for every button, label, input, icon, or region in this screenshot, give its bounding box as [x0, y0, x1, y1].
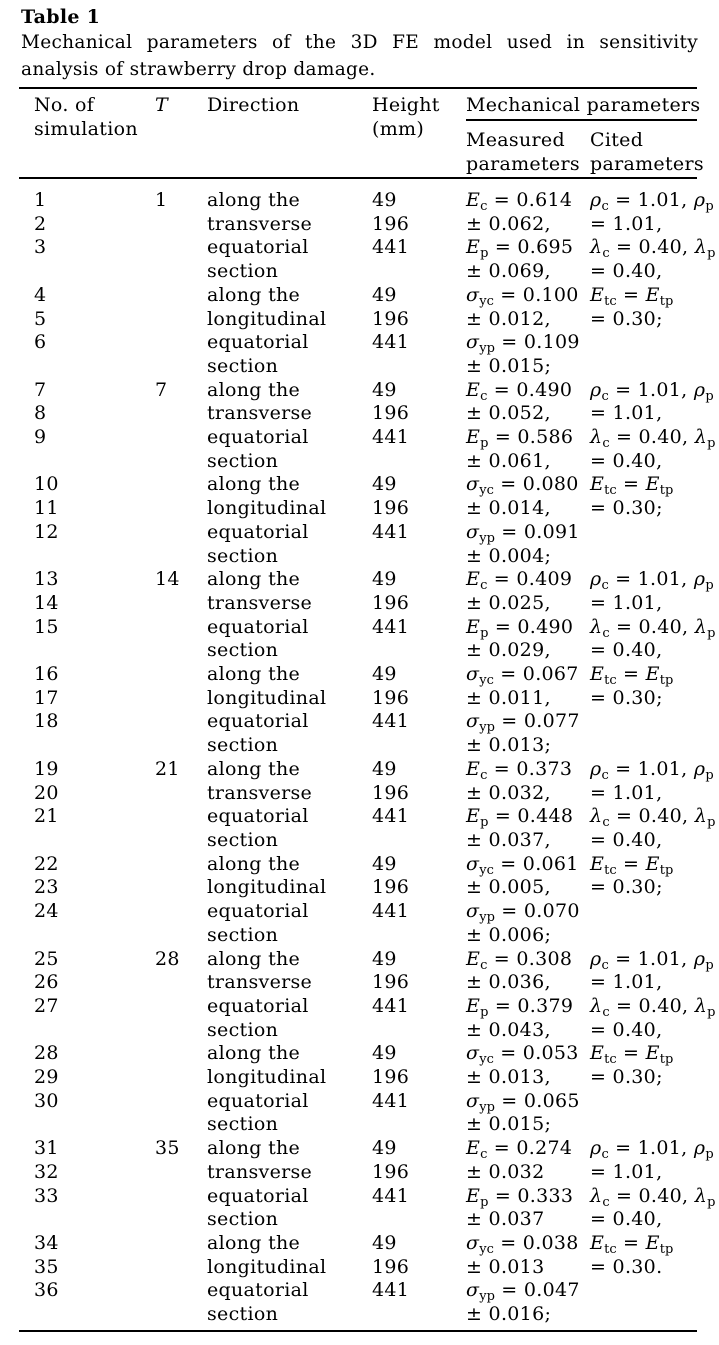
cell-cited-parameters: $\rho_c = 1.01$, $\rho_p$ = 1.01, $\lambda_c = 0.40$, $\lambda_p$ = 0.40, $E_{tc} = E_{tp}$ = 0.30.	[590, 1137, 716, 1278]
cell-cited-parameters: $\rho_c = 1.01$, $\rho_p$ = 1.01, $\lambda_c = 0.40$, $\lambda_p$ = 0.40, $E_{tc} = E_{tp}$ = 0.30;	[590, 947, 716, 1089]
table-block-row-t14	[34, 568, 716, 758]
cell-t-value: 35	[155, 1137, 180, 1160]
cell-height-values: 49 196 441 49 196 441	[372, 568, 410, 733]
header-t: T	[155, 94, 168, 116]
cell-t-value: 7	[155, 378, 168, 401]
cell-simulation-numbers: 25 26 27 28 29 30	[34, 947, 59, 1112]
cell-direction: along the transverse equatorial section along the longitudinal equatorial section	[207, 1137, 327, 1326]
cell-direction: along the transverse equatorial section along the longitudinal equatorial section	[207, 378, 327, 567]
table-body	[19, 179, 716, 1332]
cell-measured-parameters: $E_c = 0.409$ ± 0.025, $E_p = 0.490$ ± 0.029, $\sigma_{yc} = 0.067$ ± 0.011, $\sigma_{yp} = 0.077$ ± 0.013;	[466, 568, 580, 757]
cell-height-values: 49 196 441 49 196 441	[372, 1137, 410, 1302]
table-caption: Mechanical parameters of the 3D FE model used in sensitivity analysis of strawberry drop damage.	[21, 32, 698, 80]
cell-height-values: 49 196 441 49 196 441	[372, 757, 410, 923]
cell-measured-parameters: $E_c = 0.308$ ± 0.036, $E_p = 0.379$ ± 0.043, $\sigma_{yc} = 0.053$ ± 0.013, $\sigma_{yp} = 0.065$ ± 0.015;	[466, 947, 580, 1136]
header-subcolumns	[466, 124, 704, 176]
table-block-row-t21	[34, 757, 716, 948]
cell-cited-parameters: $\rho_c = 1.01$, $\rho_p$ = 1.01, $\lambda_c = 0.40$, $\lambda_p$ = 0.40, $E_{tc} = E_{tp}$ = 0.30;	[590, 568, 716, 709]
cell-direction: along the transverse equatorial section along the longitudinal equatorial section	[207, 189, 327, 377]
cell-direction: along the transverse equatorial section along the longitudinal equatorial section	[207, 757, 327, 946]
cell-direction: along the transverse equatorial section along the longitudinal equatorial section	[207, 568, 327, 757]
table-block-row-t35	[34, 1137, 716, 1327]
cell-measured-parameters: $E_c = 0.274$ ± 0.032 $E_p = 0.333$ ± 0.037 $\sigma_{yc} = 0.038$ ± 0.013 $\sigma_{yp} = 0.047$ ± 0.016;	[466, 1137, 580, 1326]
cell-measured-parameters: $E_c = 0.490$ ± 0.052, $E_p = 0.586$ ± 0.061, $\sigma_{yc} = 0.080$ ± 0.014, $\sigma_{yp} = 0.091$ ± 0.004;	[466, 378, 580, 567]
cell-simulation-numbers: 31 32 33 34 35 36	[34, 1137, 59, 1302]
cell-height-values: 49 196 441 49 196 441	[372, 378, 410, 543]
header-direction: Direction	[207, 94, 300, 116]
cell-cited-parameters: $\rho_c = 1.01$, $\rho_p$ = 1.01, $\lambda_c = 0.40$, $\lambda_p$ = 0.40, $E_{tc} = E_{tp}$ = 0.30;	[590, 378, 716, 520]
cell-cited-parameters: $\rho_c = 1.01$, $\rho_p$ = 1.01, $\lambda_c = 0.40$, $\lambda_p$ = 0.40, $E_{tc} = E_{tp}$ = 0.30;	[590, 757, 716, 899]
table-title: Table 1	[21, 6, 101, 28]
header-no-of-simulation: No. of simulation	[34, 94, 138, 140]
table-block-row-t7	[34, 378, 716, 569]
cell-simulation-numbers: 1 2 3 4 5 6	[34, 189, 47, 354]
cell-cited-parameters: $\rho_c = 1.01$, $\rho_p$ = 1.01, $\lambda_c = 0.40$, $\lambda_p$ = 0.40, $E_{tc} = E_{tp}$ = 0.30;	[590, 189, 716, 330]
cell-simulation-numbers: 19 20 21 22 23 24	[34, 757, 59, 923]
table	[19, 87, 716, 1332]
header-cited-parameters: Cited parameters	[590, 129, 704, 175]
cell-t-value: 21	[155, 757, 180, 780]
header-height-mm: Height (mm)	[372, 94, 440, 140]
table-block-row-t1	[34, 189, 716, 379]
cell-direction: along the transverse equatorial section along the longitudinal equatorial section	[207, 947, 327, 1136]
cell-t-value: 14	[155, 568, 180, 591]
cell-height-values: 49 196 441 49 196 441	[372, 189, 410, 354]
cell-measured-parameters: $E_c = 0.614$ ± 0.062, $E_p = 0.695$ ± 0.069, $\sigma_{yc} = 0.100$ ± 0.012, $\sigma_{yp} = 0.109$ ± 0.015;	[466, 189, 580, 377]
header-mechanical-parameters-group	[466, 93, 704, 176]
table-block-row-t28	[34, 947, 716, 1138]
header-mechanical-parameters: Mechanical parameters	[466, 94, 701, 116]
cell-t-value: 1	[155, 189, 168, 211]
cell-measured-parameters: $E_c = 0.373$ ± 0.032, $E_p = 0.448$ ± 0.037, $\sigma_{yc} = 0.061$ ± 0.005, $\sigma_{yp} = 0.070$ ± 0.006;	[466, 757, 580, 946]
table-header-row	[19, 87, 704, 179]
header-measured-parameters: Measured parameters	[466, 129, 580, 175]
cell-t-value: 28	[155, 947, 180, 970]
cell-height-values: 49 196 441 49 196 441	[372, 947, 410, 1112]
cell-simulation-numbers: 7 8 9 10 11 12	[34, 378, 59, 543]
header-group-rule	[466, 119, 697, 121]
cell-simulation-numbers: 13 14 15 16 17 18	[34, 568, 59, 733]
